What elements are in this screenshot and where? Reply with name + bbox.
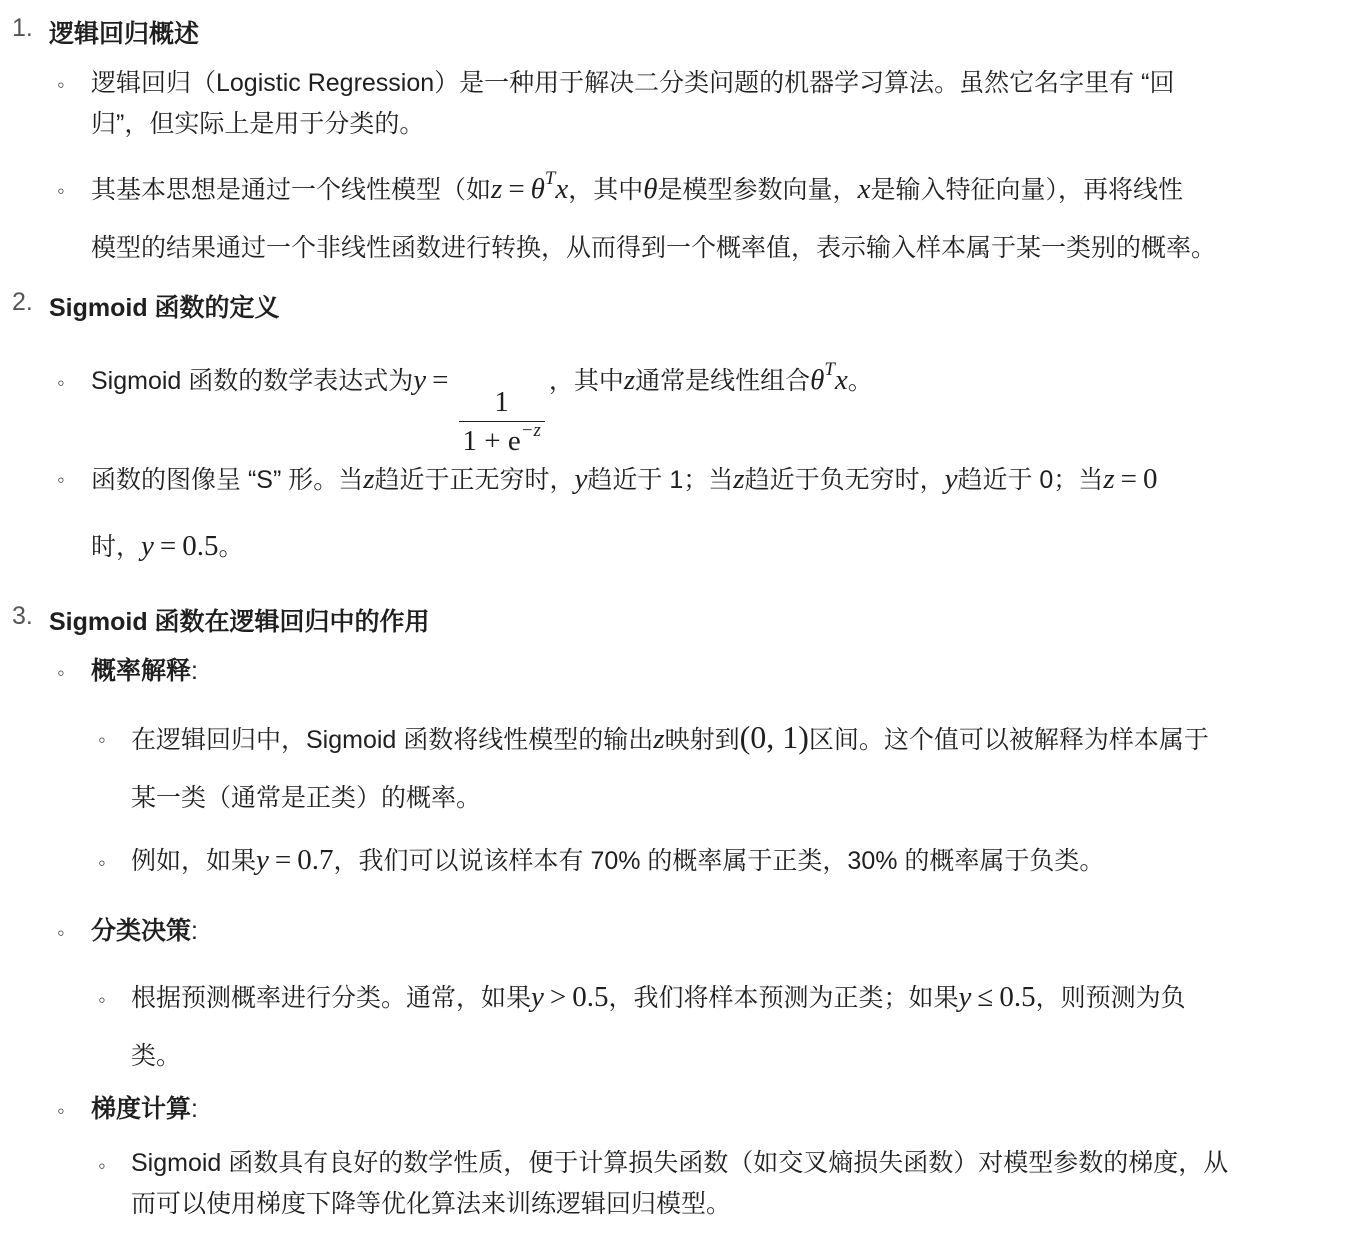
bullet-icon: ◦ [57,178,65,203]
s2-paragraph-1: Sigmoid 函数的数学表达式为y = $\frac{1}{1 + e^{-z}}$ ，其中z通常是线性组合$\theta^Tx$。 [91,358,873,457]
math-x: x [857,173,871,205]
prob-paragraph-1: 在逻辑回归中，Sigmoid 函数将线性模型的输出z映射到(0, 1)区间。这个值可以被解释为样本属于 某一类（通常是正类）的概率。 [131,719,1209,812]
math-sigmoid-formula: y = $\frac{1}{1 + e^{-z}}$ [413,364,549,396]
math-z-eq-theta-t-x: $z = \theta^Tx$ [491,167,569,205]
probability-label: 概率解释: [91,657,198,685]
section-2-title: Sigmoid 函数的定义 [49,294,280,322]
s1-paragraph-1: 逻辑回归（Logistic Regression）是一种用于解决二分类问题的机器学习算法。虽然它名字里有 “回 归”，但实际上是用于分类的。 [91,69,1175,138]
bullet-icon: ◦ [57,920,65,945]
bullet-icon: ◦ [57,660,65,685]
section-1-number: 1. [12,14,33,42]
math-theta-t-x: $\theta^Tx$ [810,358,848,396]
classification-label: 分类决策: [91,917,198,945]
section-3-title: Sigmoid 函数在逻辑回归中的作用 [49,608,430,636]
s2-paragraph-2: 函数的图像呈 “S” 形。当z趋近于正无穷时，y趋近于 1；当z趋近于负无穷时，y趋近于 0；当z = 0 时，y = 0.5。 [91,463,1158,562]
bullet-icon: ◦ [57,1098,65,1123]
bullet-icon: ◦ [98,1153,106,1178]
gradient-label: 梯度计算: [91,1095,198,1123]
bullet-icon: ◦ [57,467,65,492]
math-theta: θ [643,173,658,205]
bullet-icon: ◦ [57,370,65,395]
math-z-eq-0: z = 0 [1103,463,1158,495]
math-y-eq-0-7: y = 0.7 [256,844,334,876]
math-y-eq-0-5: y = 0.5 [141,530,219,562]
bullet-icon: ◦ [98,987,106,1012]
bullet-icon: ◦ [98,727,106,752]
math-z: z [623,364,636,396]
prob-paragraph-2: 例如，如果y = 0.7，我们可以说该样本有 70% 的概率属于正类，30% 的概率属于负类。 [131,844,1105,876]
math-y-le-0-5: y ≤ 0.5 [958,981,1036,1013]
cls-paragraph-1: 根据预测概率进行分类。通常，如果y > 0.5，我们将样本预测为正类；如果y ≤ 0.5，则预测为负 类。 [131,981,1186,1070]
math-y-gt-0-5: y > 0.5 [531,981,609,1013]
bullet-icon: ◦ [98,850,106,875]
math-interval-0-1: (0, 1) [739,719,809,755]
grad-paragraph-1: Sigmoid 函数具有良好的数学性质，便于计算损失函数（如交叉熵损失函数）对模型参数的梯度，从 而可以使用梯度下降等优化算法来训练逻辑回归模型。 [131,1149,1229,1218]
section-3-number: 3. [12,602,33,630]
s1-paragraph-2: 其基本思想是通过一个线性模型（如$z = \theta^Tx$，其中θ是模型参数向量，x是输入特征向量），再将线性 模型的结果通过一个非线性函数进行转换，从而得到一个概率值，表示输入样本属于某一类别的概率。 [91,167,1217,262]
section-1-title: 逻辑回归概述 [49,20,200,48]
section-2-number: 2. [12,288,33,316]
bullet-icon: ◦ [57,72,65,97]
